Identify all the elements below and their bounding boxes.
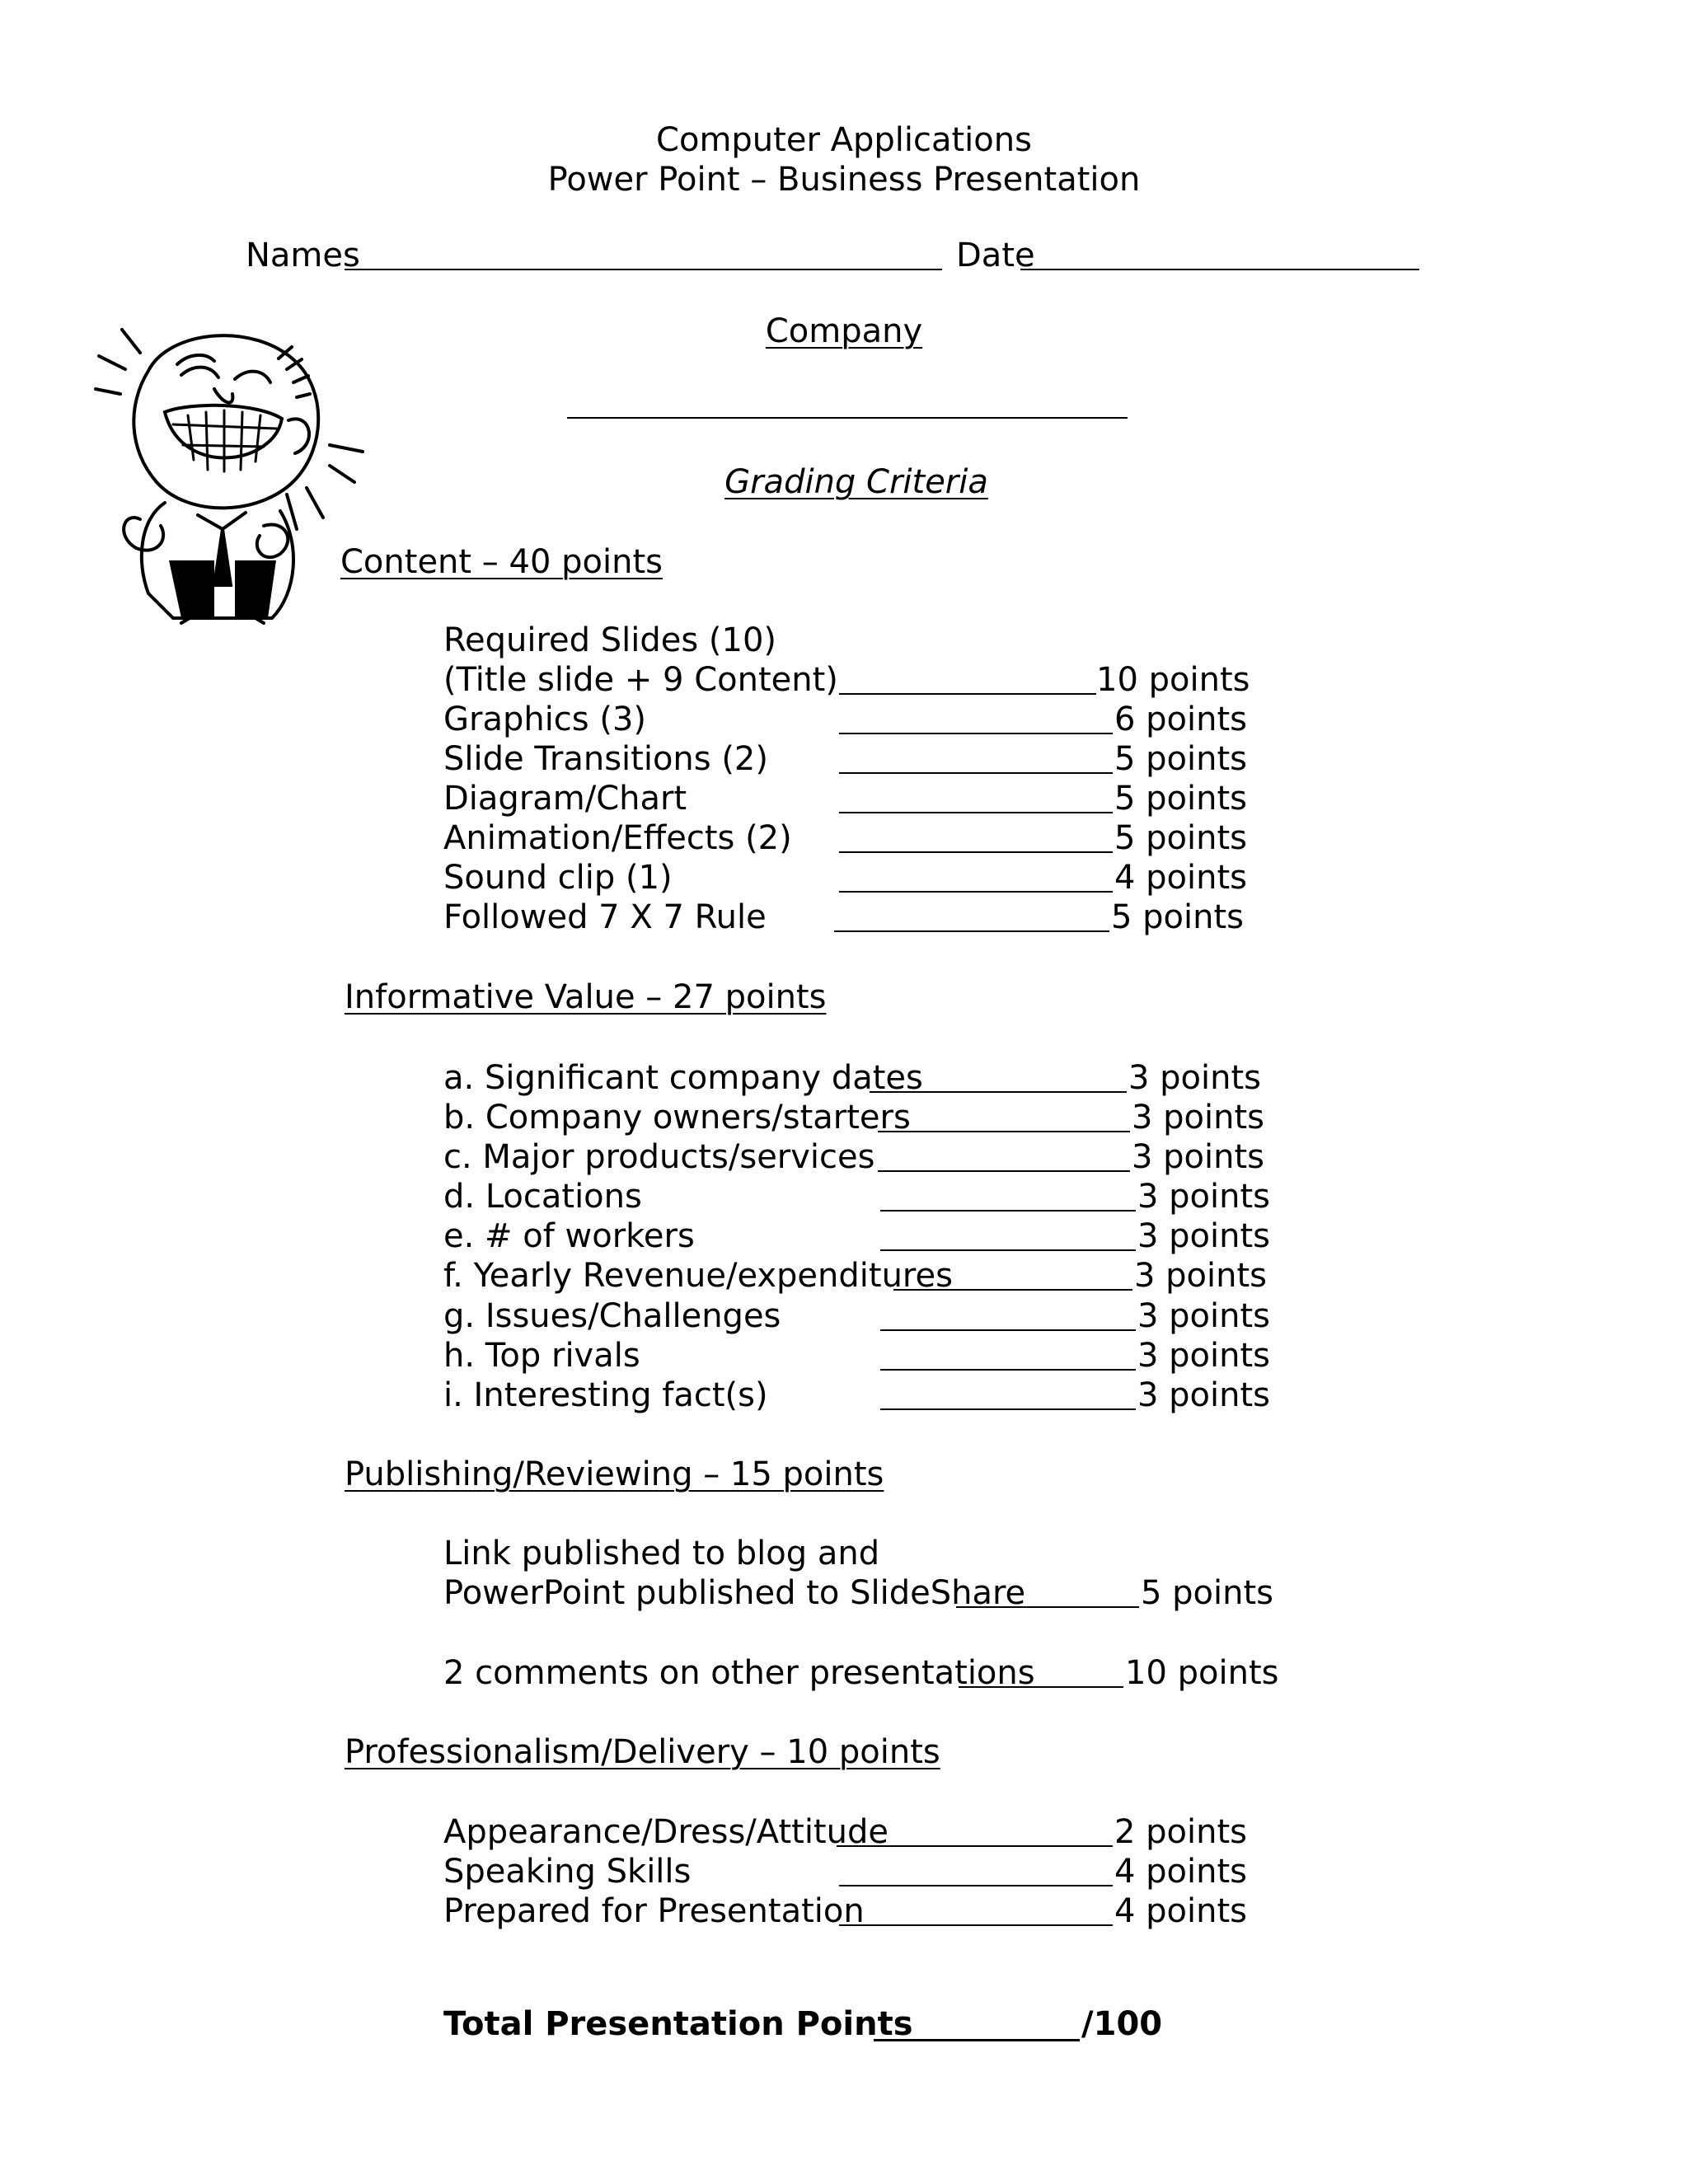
score-blank[interactable] — [839, 851, 1113, 853]
criterion-points: 3 points — [1137, 1217, 1271, 1255]
company-input-line[interactable] — [567, 417, 1128, 419]
criterion-label: d. Locations — [443, 1178, 642, 1216]
criterion-points: 3 points — [1132, 1099, 1265, 1137]
brow-left — [177, 355, 214, 364]
total-max-points: /100 — [1081, 2005, 1163, 2043]
score-blank[interactable] — [959, 1686, 1123, 1688]
criterion-label: e. # of workers — [443, 1217, 695, 1255]
score-blank[interactable] — [839, 891, 1113, 893]
criterion-points: 3 points — [1134, 1257, 1268, 1295]
score-blank[interactable] — [839, 772, 1113, 774]
comments-points: 10 points — [1125, 1654, 1279, 1692]
score-blank[interactable] — [878, 1170, 1130, 1172]
date-input-line[interactable] — [1020, 269, 1419, 270]
document-subtitle: Power Point – Business Presentation — [547, 161, 1141, 199]
total-points-label: Total Presentation Points — [443, 2005, 913, 2043]
publishing-line-2: PowerPoint published to SlideShare — [443, 1574, 1026, 1612]
criterion-label: Followed 7 X 7 Rule — [443, 898, 767, 936]
criterion-label: f. Yearly Revenue/expenditures — [443, 1257, 953, 1295]
score-blank[interactable] — [893, 1289, 1132, 1291]
score-blank[interactable] — [839, 1924, 1113, 1926]
motion-line — [122, 330, 140, 353]
teeth — [173, 410, 276, 471]
required-slides-label: Required Slides (10) — [443, 621, 777, 659]
score-blank[interactable] — [880, 1210, 1136, 1212]
score-blank[interactable] — [839, 1885, 1113, 1886]
content-section-heading: Content – 40 points — [340, 543, 663, 581]
publishing-section-heading: Publishing/Reviewing – 15 points — [345, 1455, 884, 1493]
eye-right — [235, 372, 270, 382]
informative-section-heading: Informative Value – 27 points — [345, 978, 827, 1016]
criterion-points: 4 points — [1114, 859, 1248, 897]
criterion-points: 5 points — [1114, 740, 1248, 778]
ear — [288, 419, 309, 453]
score-blank[interactable] — [839, 733, 1113, 734]
criterion-label: c. Major products/services — [443, 1138, 875, 1176]
score-blank[interactable] — [880, 1408, 1136, 1410]
criterion-label: b. Company owners/starters — [443, 1099, 911, 1137]
score-blank[interactable] — [880, 1249, 1136, 1251]
nose — [214, 389, 232, 402]
score-blank[interactable] — [878, 1131, 1130, 1132]
company-label: Company — [765, 312, 923, 350]
criterion-points: 4 points — [1114, 1892, 1248, 1930]
motion-line — [99, 356, 125, 369]
score-blank[interactable] — [837, 1845, 1113, 1847]
names-input-line[interactable] — [345, 269, 942, 270]
criterion-points: 6 points — [1114, 701, 1248, 738]
motion-line — [96, 389, 120, 394]
criterion-points: 2 points — [1114, 1813, 1248, 1851]
score-blank[interactable] — [870, 1091, 1127, 1093]
criterion-label: Speaking Skills — [443, 1853, 692, 1891]
score-blank[interactable] — [839, 812, 1113, 813]
criterion-points: 5 points — [1114, 780, 1248, 818]
criterion-label: i. Interesting fact(s) — [443, 1376, 768, 1414]
criterion-points: 3 points — [1137, 1178, 1271, 1216]
criterion-label: a. Significant company dates — [443, 1059, 923, 1097]
score-blank[interactable] — [880, 1369, 1136, 1371]
score-blank[interactable] — [839, 693, 1096, 695]
criterion-label: Sound clip (1) — [443, 859, 673, 897]
tie — [214, 529, 231, 585]
criterion-points: 3 points — [1137, 1297, 1271, 1335]
criterion-label: Slide Transitions (2) — [443, 740, 768, 778]
document-title: Computer Applications — [656, 121, 1032, 159]
total-score-blank[interactable] — [874, 2039, 1080, 2041]
names-field-label: Names — [246, 237, 360, 274]
eye-left — [181, 368, 218, 377]
criterion-label: Diagram/Chart — [443, 780, 687, 818]
grading-criteria-title: Grading Criteria — [724, 463, 988, 501]
criterion-points: 3 points — [1137, 1337, 1271, 1375]
criterion-points: 3 points — [1137, 1376, 1271, 1414]
criterion-label: h. Top rivals — [443, 1337, 640, 1375]
motion-line — [330, 445, 363, 452]
criterion-points: 3 points — [1132, 1138, 1265, 1176]
criterion-points: 3 points — [1128, 1059, 1262, 1097]
criterion-label: g. Issues/Challenges — [443, 1297, 781, 1335]
criterion-points: 5 points — [1114, 819, 1248, 857]
publishing-points: 5 points — [1141, 1574, 1274, 1612]
criterion-label: Animation/Effects (2) — [443, 819, 792, 857]
criterion-label: Prepared for Presentation — [443, 1892, 865, 1930]
hand-right — [257, 524, 288, 557]
date-field-label: Date — [956, 237, 1035, 274]
score-blank[interactable] — [956, 1606, 1139, 1608]
criterion-points: 5 points — [1111, 898, 1245, 936]
criterion-label: Graphics (3) — [443, 701, 647, 738]
criterion-points: 4 points — [1114, 1853, 1248, 1891]
score-blank[interactable] — [834, 930, 1109, 932]
score-blank[interactable] — [880, 1329, 1136, 1331]
professionalism-section-heading: Professionalism/Delivery – 10 points — [345, 1733, 940, 1771]
publishing-line-1: Link published to blog and — [443, 1535, 880, 1572]
criterion-label: Appearance/Dress/Attitude — [443, 1813, 889, 1851]
collar — [198, 513, 246, 529]
criterion-label: (Title slide + 9 Content) — [443, 661, 838, 699]
comments-line: 2 comments on other presentations — [443, 1654, 1035, 1692]
criterion-points: 10 points — [1096, 661, 1250, 699]
